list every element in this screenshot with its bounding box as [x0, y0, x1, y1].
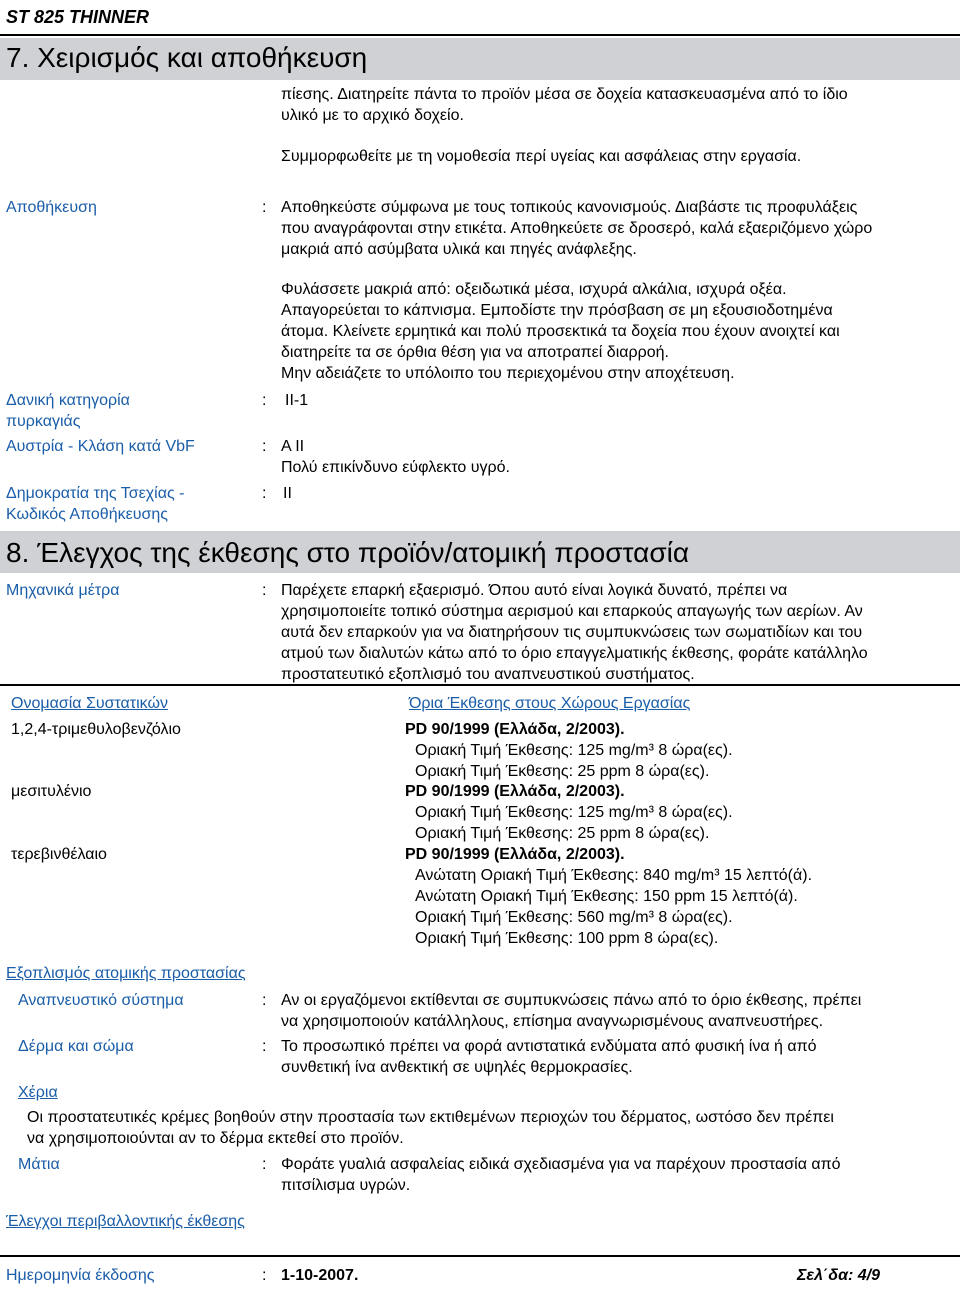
czech-label	[6, 483, 184, 525]
header-rule	[0, 34, 960, 36]
storage-label: Αποθήκευση	[6, 199, 97, 216]
text-line: να χρησιμοποιούν κατάλληλους, επίσημα αναγνωρισμένους αναπνευστήρες.	[281, 1013, 824, 1030]
limit-line: Οριακή Τιμή Έκθεσης: 25 ppm 8 ώρα(ες).	[415, 825, 710, 842]
colon: :	[262, 199, 267, 216]
section-8-title: 8. Έλεγχος της έκθεσης στο προϊόν/ατομική προστασία	[6, 537, 690, 568]
text-line: Πολύ επικίνδυνο εύφλεκτο υγρό.	[281, 459, 510, 476]
environmental-heading: Έλεγχοι περιβαλλοντικής έκθεσης	[6, 1213, 245, 1230]
handling-continued	[281, 84, 848, 126]
text-line: προστατευτικό εξοπλισμό του αναπνευστικού συστήματος.	[281, 666, 695, 683]
text-line: πιτσίλισμα υγρών.	[281, 1177, 411, 1194]
text-line: που αναγράφονται στην ετικέτα. Αποθηκεύετε σε δροσερό, καλά εξαεριζόμενο χώρο	[281, 220, 873, 237]
comply-text: Συμμορφωθείτε με τη νομοθεσία περί υγείας και ασφάλειας στην εργασία.	[281, 148, 802, 165]
limit-reference: PD 90/1999 (Ελλάδα, 2/2003).	[405, 721, 625, 738]
text-line: ατμού των διαλυτών κάτω από το όριο επαγγελματικής έκθεσης, φοράτε κατάλληλο	[281, 645, 868, 662]
col-header-components: Ονομασία Συστατικών	[11, 695, 168, 712]
colon: :	[262, 992, 267, 1009]
component-name: 1,2,4-τριμεθυλοβενζόλιο	[11, 721, 181, 738]
text-line: αυτά δεν επαρκούν για να διατηρήσουν τις συμπυκνώσεις των σωματιδίων και του	[281, 624, 863, 641]
eyes-label: Μάτια	[18, 1156, 60, 1173]
limit-line: Οριακή Τιμή Έκθεσης: 125 mg/m³ 8 ώρα(ες).	[415, 804, 733, 821]
keep-away-text	[281, 279, 840, 384]
text-line: υλικό με το αρχικό δοχείο.	[281, 107, 464, 124]
austria-value	[281, 436, 510, 478]
ppe-heading: Εξοπλισμός ατομικής προστασίας	[6, 965, 246, 982]
issue-date-value: 1-10-2007.	[281, 1267, 359, 1284]
table-top-rule	[0, 684, 960, 686]
hands-label: Χέρια	[18, 1084, 58, 1101]
section-7-title: 7. Χειρισμός και αποθήκευση	[6, 42, 368, 73]
colon: :	[262, 438, 267, 455]
text-line: Το προσωπικό πρέπει να φορά αντιστατικά ενδύματα από φυσική ίνα ή από	[281, 1038, 817, 1055]
text-line: Παρέχετε επαρκή εξαερισμό. Όπου αυτό είναι λογικά δυνατό, πρέπει να	[281, 582, 788, 599]
respiratory-text	[281, 990, 861, 1032]
product-name: ST 825 THINNER	[6, 7, 150, 27]
skin-text	[281, 1036, 817, 1078]
limit-reference: PD 90/1999 (Ελλάδα, 2/2003).	[405, 783, 625, 800]
fire-category-label	[6, 390, 130, 432]
respiratory-label: Αναπνευστικό σύστημα	[18, 992, 184, 1009]
text-line: Αποθηκεύστε σύμφωνα με τους τοπικούς κανονισμούς. Διαβάστε τις προφυλάξεις	[281, 199, 858, 216]
text-line: Αν οι εργαζόμενοι εκτίθενται σε συμπυκνώσεις πάνω από το όριο έκθεσης, πρέπει	[281, 992, 862, 1009]
colon: :	[262, 1038, 267, 1055]
text-line: Απαγορεύεται το κάπνισμα. Εμποδίστε την πρόσβαση σε μη εξουσιοδοτημένα	[281, 302, 833, 319]
text-line: Οι προστατευτικές κρέμες βοηθούν στην προστασία των εκτιθεμένων περιοχών του δέρματος, ωστόσο δεν πρέπει	[27, 1109, 834, 1126]
hands-text	[27, 1107, 834, 1149]
text-line: μακριά από ασύμβατα υλικά και πηγές ανάφλεξης.	[281, 241, 637, 258]
limit-line: Οριακή Τιμή Έκθεσης: 25 ppm 8 ώρα(ες).	[415, 763, 710, 780]
section-7-bar	[0, 38, 960, 80]
text-line: Φοράτε γυαλιά ασφαλείας ειδικά σχεδιασμένα για να παρέχουν προστασία από	[281, 1156, 841, 1173]
text-line: Κωδικός Αποθήκευσης	[6, 506, 168, 523]
text-line: Δημοκρατία της Τσεχίας -	[6, 485, 185, 502]
austria-label: Αυστρία - Κλάση κατά VbF	[6, 438, 195, 455]
colon: :	[262, 1156, 267, 1173]
component-name: τερεβινθέλαιο	[11, 846, 107, 863]
component-limits	[405, 844, 812, 949]
section-8-bar	[0, 531, 960, 573]
text-line: πυρκαγιάς	[6, 413, 81, 430]
text-line: χρησιμοποιείτε τοπικό σύστημα αερισμού και επαρκούς απαγωγής των αερίων. Αν	[281, 603, 863, 620]
fire-category-value: II-1	[285, 392, 309, 409]
limit-line: Οριακή Τιμή Έκθεσης: 560 mg/m³ 8 ώρα(ες).	[415, 909, 733, 926]
limit-line: Ανώτατη Οριακή Τιμή Έκθεσης: 150 ppm 15 λεπτό(ά).	[415, 888, 798, 905]
text-line: πίεσης. Διατηρείτε πάντα το προϊόν μέσα σε δοχεία κατασκευασμένα από το ίδιο	[281, 86, 848, 103]
colon: :	[262, 485, 267, 502]
limit-line: Οριακή Τιμή Έκθεσης: 125 mg/m³ 8 ώρα(ες).	[415, 742, 733, 759]
skin-label: Δέρμα και σώμα	[18, 1038, 134, 1055]
text-line: συνθετική ίνα ανθεκτική σε υψηλές θερμοκρασίες.	[281, 1059, 633, 1076]
text-line: Δανική κατηγορία	[6, 392, 130, 409]
text-line: άτομα. Κλείνετε ερμητικά και πολύ προσεκτικά τα δοχεία που έχουν ανοιχτεί και	[281, 323, 840, 340]
text-line: Φυλάσσετε μακριά από: οξειδωτικά μέσα, ισχυρά αλκάλια, ισχυρά οξέα.	[281, 281, 787, 298]
text-line: Μην αδειάζετε το υπόλοιπο του περιεχομένου στην αποχέτευση.	[281, 365, 735, 382]
limit-reference: PD 90/1999 (Ελλάδα, 2/2003).	[405, 846, 625, 863]
col-header-limits: Όρια Έκθεσης στους Χώρους Εργασίας	[409, 695, 691, 712]
issue-date-label: Ημερομηνία έκδοσης	[6, 1267, 155, 1284]
colon: :	[262, 392, 267, 409]
footer-rule	[0, 1255, 960, 1257]
component-limits	[405, 719, 733, 782]
text-line: διατηρείτε τα σε όρθια θέση για να αποτραπεί διαρροή.	[281, 344, 669, 361]
czech-value: II	[283, 485, 292, 502]
text-line: A II	[281, 438, 305, 455]
limit-line: Οριακή Τιμή Έκθεσης: 100 ppm 8 ώρα(ες).	[415, 930, 719, 947]
engineering-text	[281, 580, 868, 685]
component-limits	[405, 781, 733, 844]
limit-line: Ανώτατη Οριακή Τιμή Έκθεσης: 840 mg/m³ 15 λεπτό(ά).	[415, 867, 813, 884]
engineering-label: Μηχανικά μέτρα	[6, 582, 120, 599]
component-name: μεσιτυλένιο	[11, 783, 92, 800]
storage-text	[281, 197, 872, 260]
eyes-text	[281, 1154, 841, 1196]
text-line: να χρησιμοποιούνται αν το δέρμα εκτεθεί στο προϊόν.	[27, 1130, 404, 1147]
colon: :	[262, 582, 267, 599]
colon: :	[262, 1267, 267, 1284]
page-number: Σελ΄δα: 4/9	[796, 1267, 880, 1284]
